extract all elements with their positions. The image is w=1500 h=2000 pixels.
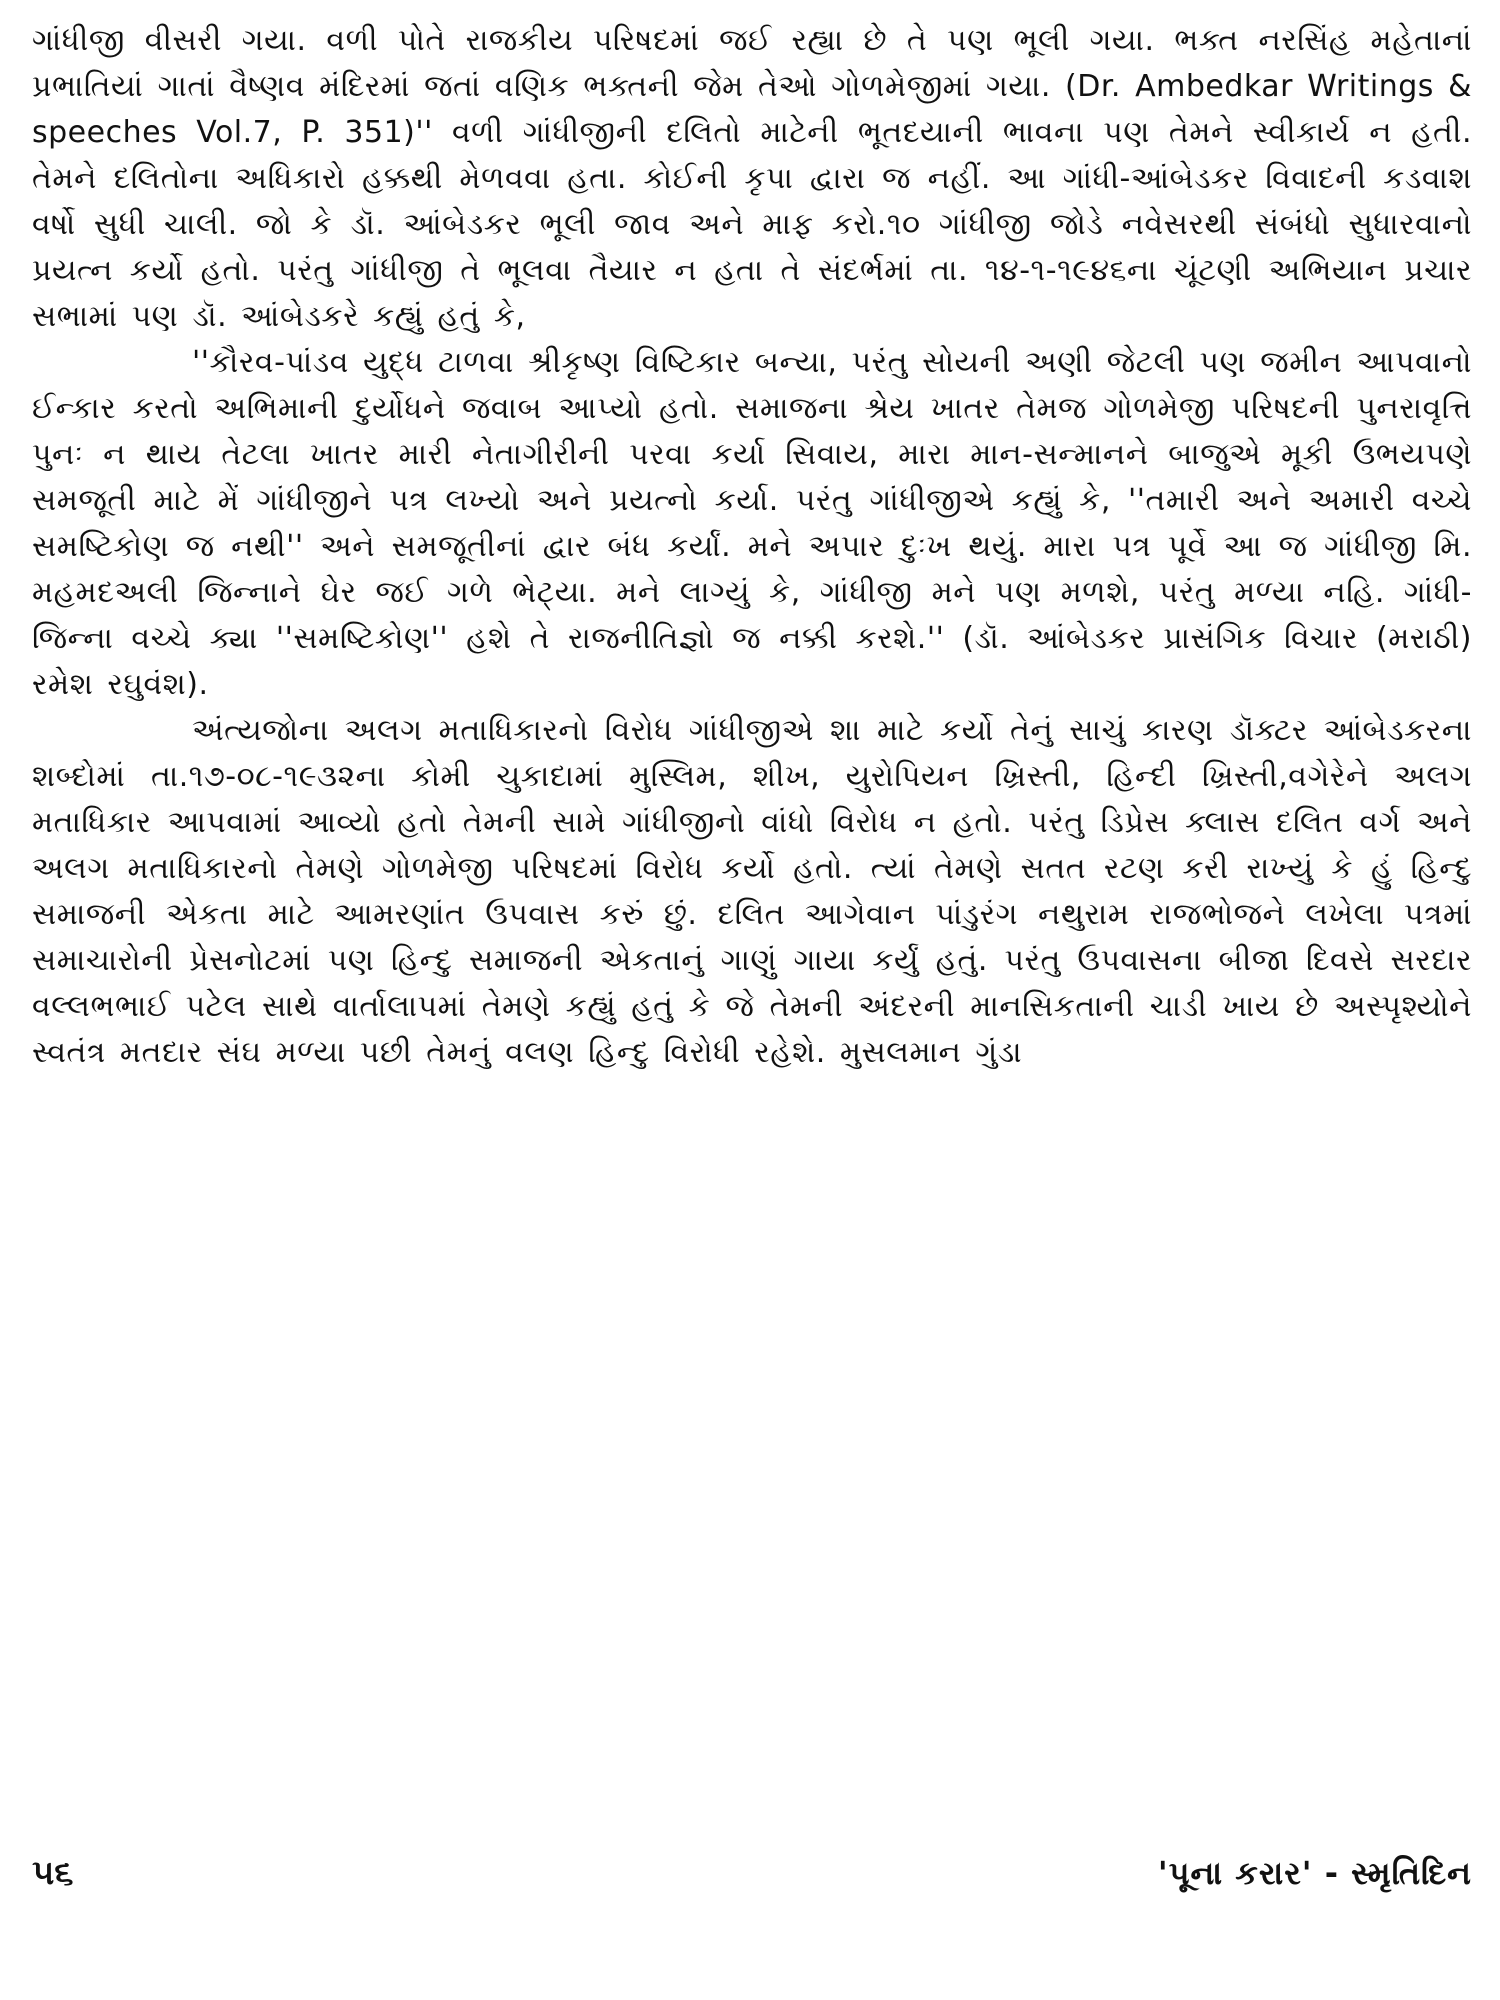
running-title: 'પૂના કરાર' - સ્મૃતિદિન [1157, 1853, 1472, 1892]
paragraph: ગાંધીજી વીસરી ગયા. વળી પોતે રાજકીય પરિષદમાં જઈ રહ્યા છે તે પણ ભૂલી ગયા. ભક્ત નરસિંહ મહેતાનાં પ્રભાતિયાં ગાતાં વૈષ્ણવ મંદિરમાં જતાં વણિક ભક્તની જેમ તેઓ ગોળમેજીમાં ગયા. (Dr. Ambedkar Writings & speeches Vol.7, P. 351)'' વળી ગાંધીજીની દલિતો માટેની ભૂતદયાની ભાવના પણ તેમને સ્વીકાર્ય ન હતી. તેમને દલિતોના અધિકારો હક્કથી મેળવવા હતા. કોઈની કૃપા દ્વારા જ નહીં. આ ગાંધી-આંબેડકર વિવાદની કડવાશ વર્ષો સુધી ચાલી. જો કે ડૉ. આંબેડકર ભૂલી જાવ અને માફ કરો.૧૦ ગાંધીજી જોડે નવેસરથી સંબંધો સુધારવાનો પ્રયત્ન કર્યો હતો. પરંતુ ગાંધીજી તે ભૂલવા તૈયાર ન હતા તે સંદર્ભમાં તા. ૧૪-૧-૧૯૪૬ના ચૂંટણી અભિયાન પ્રચાર સભામાં પણ ડૉ. આંબેડકરે કહ્યું હતું કે, [32, 23, 1472, 334]
page-number: ૫૬ [32, 1853, 74, 1893]
quoted-paragraph: ''કૌરવ-પાંડવ યુદ્ધ ટાળવા શ્રીકૃષ્ણ વિષ્ટિકાર બન્યા, પરંતુ સોયની અણી જેટલી પણ જમીન આપવાનો ઈન્કાર કરતો અભિમાની દુર્યોધને જવાબ આપ્યો હતો. સમાજના શ્રેય ખાતર તેમજ ગોળમેજી પરિષદની પુનરાવૃત્તિ પુનઃ ન થાય તેટલા ખાતર મારી નેતાગીરીની પરવા કર્યા સિવાય, મારા માન-સન્માનને બાજુએ મૂકી ઉભયપણે સમજૂતી માટે મેં ગાંધીજીને પત્ર લખ્યો અને પ્રયત્નો કર્યા. પરંતુ ગાંધીજીએ કહ્યું કે, ''તમારી અને અમારી વચ્ચે સમષ્ટિકોણ જ નથી'' અને સમજૂતીનાં દ્વાર બંધ કર્યાં. મને અપાર દુઃખ થયું. મારા પત્ર પૂર્વે આ જ ગાંધીજી મિ. મહમદઅલી જિન્નાને ઘેર જઈ ગળે ભેટ્યા. મને લાગ્યું કે, ગાંધીજી મને પણ મળશે, પરંતુ મળ્યા નહિ. ગાંધી-જિન્ના વચ્ચે ક્યા ''સમષ્ટિકોણ'' હશે તે રાજનીતિજ્ઞો જ નક્કી કરશે.'' (ડૉ. આંબેડકર પ્રાસંગિક વિચાર (મરાઠી) રમેશ રઘુવંશ). [32, 345, 1472, 702]
page-footer [32, 1848, 1472, 1898]
body-text [32, 18, 1472, 1076]
paragraph: અંત્યજોના અલગ મતાધિકારનો વિરોધ ગાંધીજીએ શા માટે કર્યો તેનું સાચું કારણ ડૉક્ટર આંબેડકરના શબ્દોમાં તા.૧૭-૦૮-૧૯૩૨ના કોમી ચુકાદામાં મુસ્લિમ, શીખ, યુરોપિયન ખ્રિસ્તી, હિન્દી ખ્રિસ્તી,વગેરેને અલગ મતાધિકાર આપવામાં આવ્યો હતો તેમની સામે ગાંધીજીનો વાંધો વિરોધ ન હતો. પરંતુ ડિપ્રેસ ક્લાસ દલિત વર્ગ અને અલગ મતાધિકારનો તેમણે ગોળમેજી પરિષદમાં વિરોધ કર્યો હતો. ત્યાં તેમણે સતત રટણ કરી રાખ્યું કે હું હિન્દુ સમાજની એકતા માટે આમરણાંત ઉપવાસ કરું છું. દલિત આગેવાન પાંડુરંગ નથુરામ રાજભોજને લખેલા પત્રમાં સમાચારોની પ્રેસનોટમાં પણ હિન્દુ સમાજની એકતાનું ગાણું ગાયા કર્યું હતું. પરંતુ ઉપવાસના બીજા દિવસે સરદાર વલ્લભભાઈ પટેલ સાથે વાર્તાલાપમાં તેમણે કહ્યું હતું કે જે તેમની અંદરની માનસિકતાની ચાડી ખાય છે અસ્પૃશ્યોને સ્વતંત્ર મતદાર સંઘ મળ્યા પછી તેમનું વલણ હિન્દુ વિરોધી રહેશે. મુસલમાન ગુંડા [32, 713, 1472, 1070]
